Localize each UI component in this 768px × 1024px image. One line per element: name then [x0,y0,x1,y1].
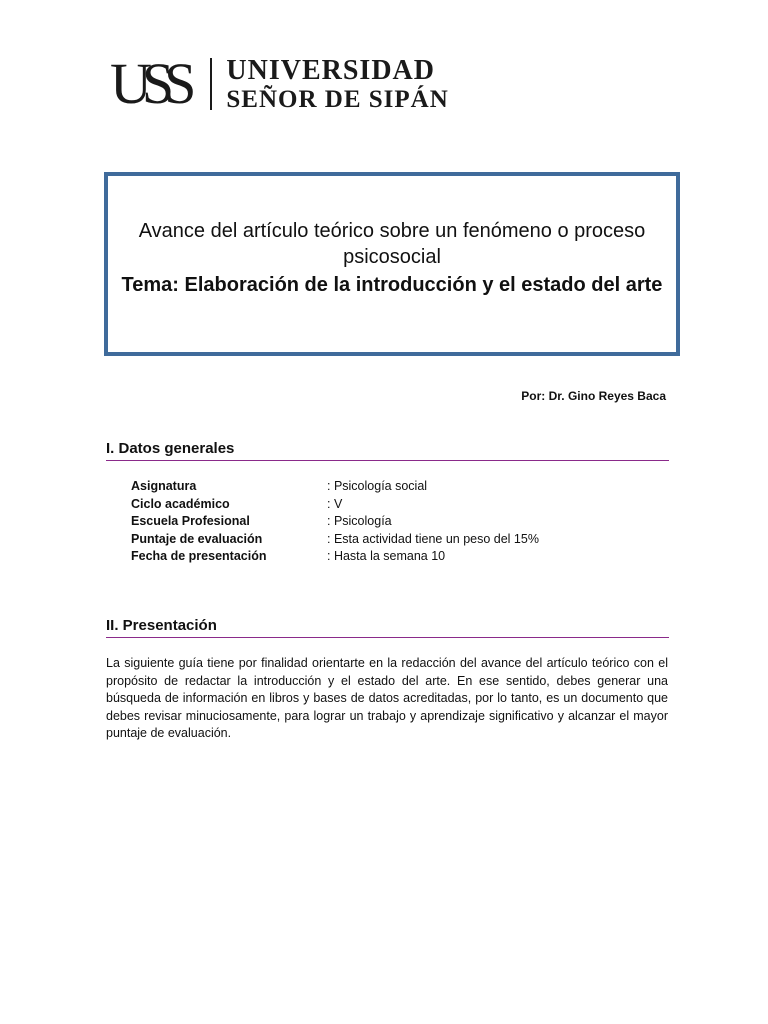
data-row [131,496,539,514]
section-heading-datos-generales: I. Datos generales [106,440,669,461]
data-label: Ciclo académico [131,496,230,511]
data-row [131,548,539,566]
data-value: : Psicología social [327,479,428,493]
data-value: : Psicología [327,514,392,528]
logo-line2: SEÑOR DE SIPÁN [226,85,449,113]
data-label: Escuela Profesional [131,514,250,528]
logo-divider [210,58,212,110]
document-title: Avance del artículo teórico sobre un fenómeno o proceso psicosocial [138,220,646,268]
data-row [131,513,539,531]
university-logo [110,51,449,116]
section-heading-presentacion: II. Presentación [106,617,669,638]
general-data-table [131,478,539,566]
data-value: : Esta actividad tiene un peso del 15% [327,531,539,546]
title-box [104,172,680,356]
data-row [131,478,539,496]
data-value: : V [327,496,343,511]
presentation-paragraph: La siguiente guía tiene por finalidad orientarte en la redacción del avance del artículo teórico con el propósito de redactar la introducción y el estado del arte. En ese sentido, debes generar una búsqueda de información en libros y bases de datos acreditadas, por lo tanto, es un documento que debes revisar minuciosamente, para lograr un trabajo y aprendizaje significativo y alcanzar el mayor puntaje de evaluación. [106,656,668,740]
document-topic: Tema: Elaboración de la introducción y el estado del arte [121,274,663,296]
logo-line1: UNIVERSIDAD [226,54,435,86]
data-label: Fecha de presentación [131,549,267,563]
data-row [131,531,539,549]
data-label: Asignatura [131,479,197,493]
author-line: Por: Dr. Gino Reyes Baca [521,389,666,403]
data-value: : Hasta la semana 10 [327,549,446,563]
data-label: Puntaje de evaluación [131,531,263,546]
logo-mark: USS [110,51,187,116]
logo-text [226,54,449,113]
